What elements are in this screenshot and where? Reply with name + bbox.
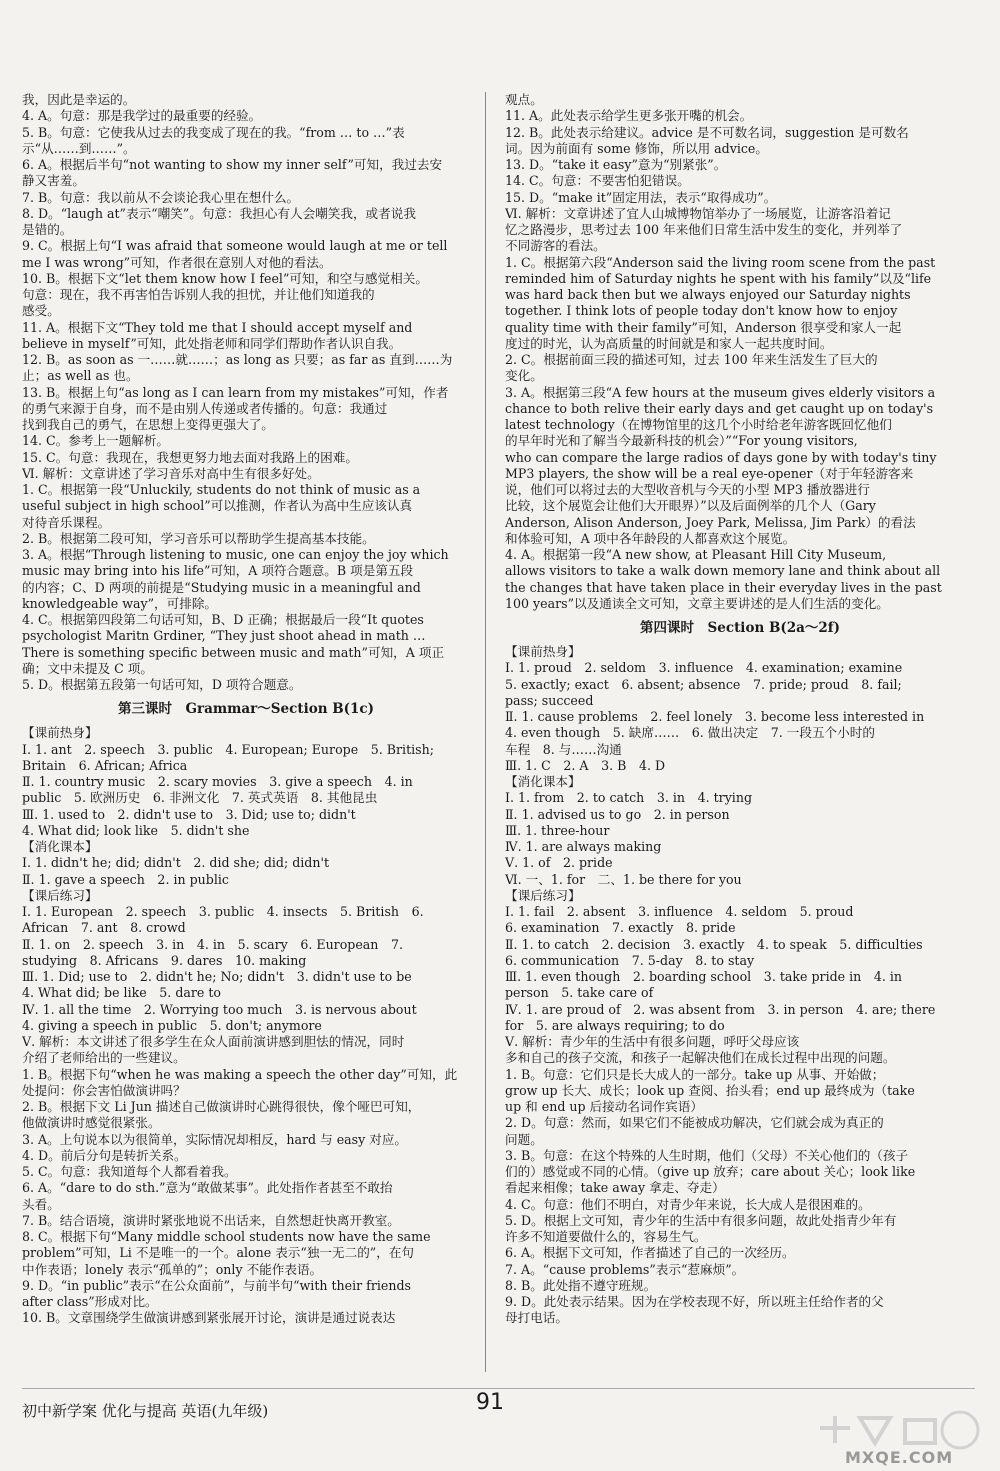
answer-line: 5. B。句意：它使我从过去的我变成了现在的我。“from … to …”表 xyxy=(22,124,405,140)
answer-line: 13. D。“take it easy”意为“别紧张”。 xyxy=(505,157,727,172)
answer-line: 母打电话。 xyxy=(505,1310,568,1326)
answer-line: Ⅱ. 1. on 2. speech 3. in 4. in 5. scary 6. European 7. xyxy=(22,936,404,952)
answer-line: Ⅱ. 1. country music 2. scary movies 3. give a speech 4. in xyxy=(22,774,413,789)
answer-line: 13. B。根据上句“as long as I can learn from my mistakes”可知，作者 xyxy=(22,384,449,400)
answer-line: reminded him of Saturday nights he spent with his family”以及“life xyxy=(505,270,932,286)
answer-line: 11. A。根据下文“They told me that I should accept myself and xyxy=(22,319,413,335)
answer-line: chance to both relive their early days and get caught up on today's xyxy=(505,400,934,416)
answer-line: 4. even though 5. 缺席…… 6. 做出决定 7. 一段五个小时的 xyxy=(505,725,875,741)
answer-line: 度过的时光，认为高质量的时间就是和家人一起共度时间。 xyxy=(505,335,833,351)
footer-rule xyxy=(22,1388,975,1389)
answer-line: 【课后练习】 xyxy=(505,887,581,903)
answer-line: 1. C。根据第一段“Unluckily, students do not think of music as a xyxy=(22,482,421,497)
answer-line: 4. giving a speech in public 5. don't; anymore xyxy=(22,1017,322,1033)
answer-line: 我，因此是幸运的。 xyxy=(22,92,136,107)
answer-line: 2. C。根据前面三段的描述可知，过去 100 年来生活发生了巨大的 xyxy=(505,352,878,367)
answer-line: 的勇气来源于自身，而不是由别人传递或者传播的。句意：我通过 xyxy=(22,400,388,416)
answer-line: 词。因为前面有 some 修饰，所以用 advice。 xyxy=(505,140,768,156)
answer-line: 1. C。根据第六段“Anderson said the living room scene from the past xyxy=(505,254,936,270)
answer-line: 【消化课本】 xyxy=(22,839,98,854)
page-number: 91 xyxy=(476,1390,504,1415)
answer-line: 许多不知道要做什么的，容易生气。 xyxy=(505,1229,707,1244)
answer-line: 不同游客的看法。 xyxy=(505,238,606,254)
answer-line: the changes that have taken place in their everyday lives in the past xyxy=(505,579,942,595)
answer-line: 静又害羞。 xyxy=(22,173,85,189)
answer-line: 6. A。“dare to do sth.”意为“敢做某事”。此处指作者甚至不敢抬 xyxy=(22,1180,393,1196)
answer-line: Ⅵ. 解析：文章讲述了宜人山城博物馆举办了一场展览，让游客沿着记 xyxy=(505,205,891,221)
answer-line: 5. exactly; exact 6. absent; absence 7. pride; proud 8. fail; xyxy=(505,676,902,692)
answer-line: up 和 end up 后接动名词作宾语） xyxy=(505,1099,703,1114)
answer-line: 比较，这个展览会让他们大开眼界）”以及后面例举的几个人（Gary xyxy=(505,498,876,514)
answer-line: Ⅴ. 解析：青少年的生活中有很多问题，呼吁父母应该 xyxy=(505,1034,800,1049)
answer-line: after class”形成对比。 xyxy=(22,1294,158,1309)
answer-line: who can compare the large radios of days gone by with today's tiny xyxy=(505,449,937,465)
answer-line: 止；as well as 也。 xyxy=(22,368,139,384)
column-divider xyxy=(485,92,486,1372)
answer-line: 4. A。句意：那是我学过的最重要的经验。 xyxy=(22,108,262,124)
answer-line: 4. A。根据第一段“A new show, at Pleasant Hill City Museum, xyxy=(505,547,887,562)
answer-line: 14. C。句意：不要害怕犯错误。 xyxy=(505,173,690,189)
answer-line: 示“从……到……”。 xyxy=(22,140,136,156)
answer-line: There is something specific between music and math”可知，A 项正 xyxy=(22,644,445,660)
answer-line: 看起来相像；take away 拿走、夺走） xyxy=(505,1180,725,1196)
answer-line: psychologist Maritn Grdiner, “They just shoot ahead in math … xyxy=(22,628,426,644)
answer-line: Ⅵ. 解析：文章讲述了学习音乐对高中生有很多好处。 xyxy=(22,465,320,481)
answer-line: Ⅰ. 1. fail 2. absent 3. influence 4. seldom 5. proud xyxy=(505,904,854,919)
answer-line: Britain 6. African; Africa xyxy=(22,757,188,773)
answer-line: Ⅲ. 1. three-hour xyxy=(505,822,610,838)
answer-line: MP3 players, the show will be a real eye-opener（对于年轻游客来 xyxy=(505,465,914,481)
answer-line: 2. D。句意：然而，如果它们不能被成功解决，它们就会成为真正的 xyxy=(505,1115,884,1131)
answer-line: together. I think lots of people today don't know how to enjoy xyxy=(505,303,898,319)
answer-line: 3. B。句意：在这个特殊的人生时期，他们（父母）不关心他们的（孩子 xyxy=(505,1147,909,1163)
answer-line: quality time with their family”可知，Anderson 很享受和家人一起 xyxy=(505,319,902,335)
answer-line: 8. D。“laugh at”表示“嘲笑”。句意：我担心有人会嘲笑我，或者说我 xyxy=(22,205,416,221)
answer-line: Ⅳ. 1. are always making xyxy=(505,839,662,854)
answer-line: 介绍了老师给出的一些建议。 xyxy=(22,1050,186,1066)
answer-line: 变化。 xyxy=(505,368,543,384)
answer-line: 6. examination 7. exactly 8. pride xyxy=(505,920,736,936)
answer-line: Ⅲ. 1. used to 2. didn't use to 3. Did; use to; didn't xyxy=(22,806,356,822)
answer-line: 们的）感觉或不同的心情。（give up 放弃；care about 关心；look like xyxy=(505,1164,916,1179)
answer-line: Ⅲ. 1. even though 2. boarding school 3. take pride in 4. in xyxy=(505,969,902,984)
answer-line: 他做演讲时感觉很紧张。 xyxy=(22,1115,161,1131)
answer-line: 9. C。根据上句“I was afraid that someone would laugh at me or tell xyxy=(22,238,448,254)
answer-line: Anderson, Alison Anderson, Joey Park, Melissa, Jim Park）的看法 xyxy=(505,514,916,530)
answer-line: 15. C。句意：我现在，我想更努力地去面对我路上的困难。 xyxy=(22,449,358,465)
answer-line: 4. C。根据第四段第二句话可知，B、D 正确；根据最后一段“It quotes xyxy=(22,612,424,627)
answer-line: person 5. take care of xyxy=(505,985,654,1001)
answer-line: 【消化课本】 xyxy=(505,774,581,789)
answer-line: 10. B。文章围绕学生做演讲感到紧张展开讨论，演讲是通过说表达 xyxy=(22,1310,396,1326)
answer-line: 处提问：你会害怕做演讲吗？ xyxy=(22,1082,186,1098)
answer-line: 感受。 xyxy=(22,303,60,319)
answer-line: Ⅲ. 1. C 2. A 3. B 4. D xyxy=(505,757,666,773)
answer-line: 12. B。此处表示给建议。advice 是不可数名词，suggestion 是可数名 xyxy=(505,124,909,140)
answer-line: 头看。 xyxy=(22,1196,60,1212)
answer-line: was hard back then but we always enjoyed our Saturday nights xyxy=(505,287,911,302)
answer-line: 说，他们可以将过去的大型收音机与今天的小型 MP3 播放器进行 xyxy=(505,482,870,497)
answer-line: for 5. are always requiring; to do xyxy=(505,1017,725,1033)
answer-line: 找到我自己的勇气，在思想上变得更强大了。 xyxy=(22,417,274,432)
answer-line: studying 8. Africans 9. dares 10. making xyxy=(22,952,307,968)
answer-line: useful subject in high school”可以推测，作者认为高中生应该认真 xyxy=(22,498,413,514)
answer-line: 6. A。根据后半句“not wanting to show my inner self”可知，我过去安 xyxy=(22,157,443,172)
answer-line: 5. D。根据第五段第一句话可知，D 项符合题意。 xyxy=(22,677,302,692)
answer-line: Ⅱ. 1. cause problems 2. feel lonely 3. become less interested in xyxy=(505,709,925,724)
answer-line: 【课后练习】 xyxy=(22,887,98,903)
answer-line: African 7. ant 8. crowd xyxy=(22,920,186,936)
answer-line: 3. A。根据“Through listening to music, one can enjoy the joy which xyxy=(22,547,449,562)
answer-line: 车程 8. 与……沟通 xyxy=(505,741,622,757)
answer-line: Ⅳ. 1. all the time 2. Worrying too much 3. is nervous about xyxy=(22,1001,417,1017)
answer-line: 4. What did; be like 5. dare to xyxy=(22,985,222,1001)
answer-line: 6. A。根据下文可知，作者描述了自己的一次经历。 xyxy=(505,1245,795,1261)
right-column xyxy=(505,92,975,1327)
answer-line: Ⅱ. 1. to catch 2. decision 3. exactly 4. to speak 5. difficulties xyxy=(505,936,923,952)
answer-line: 14. C。参考上一题解析。 xyxy=(22,433,170,449)
answer-line: Ⅳ. 1. are proud of 2. was absent from 3. in person 4. are; there xyxy=(505,1001,936,1017)
answer-line: grow up 长大、成长；look up 查阅、抬头看；end up 最终成为（take xyxy=(505,1082,915,1098)
answer-line: believe in myself”可知，此处指老师和同学们帮助作者认识自我。 xyxy=(22,335,402,351)
answer-line: 15. D。“make it”固定用法，表示“取得成功”。 xyxy=(505,189,777,205)
answer-line: Ⅴ. 1. of 2. pride xyxy=(505,855,613,871)
answer-line: 和体验可知，A 项中各年龄段的人都喜欢这个展览。 xyxy=(505,530,796,546)
answer-line: 7. A。“cause problems”表示“惹麻烦”。 xyxy=(505,1261,745,1277)
answer-line: pass; succeed xyxy=(505,692,594,708)
answer-line: 11. A。此处表示给学生更多张开嘴的机会。 xyxy=(505,108,753,124)
left-column xyxy=(22,92,470,1327)
answer-line: Ⅵ. 一、1. for 二、1. be there for you xyxy=(505,871,742,887)
answer-line: 8. B。此处指不遵守班规。 xyxy=(505,1277,657,1293)
watermark-site: MXQE.COM xyxy=(845,1448,954,1467)
answer-line: 3. A。上句说本以为很简单，实际情况却相反，hard 与 easy 对应。 xyxy=(22,1131,408,1147)
answer-line: 9. D。此处表示结果。因为在学校表现不好，所以班主任给作者的父 xyxy=(505,1294,884,1309)
answer-line: Ⅰ. 1. from 2. to catch 3. in 4. trying xyxy=(505,790,753,806)
answer-line: 4. C。句意：他们不明白，对青少年来说，长大成人是很困难的。 xyxy=(505,1196,871,1212)
book-title: 初中新学案 优化与提高 英语(九年级) xyxy=(22,1402,269,1420)
answer-line: 3. A。根据第三段“A few hours at the museum gives elderly visitors a xyxy=(505,384,936,400)
answer-line: 问题。 xyxy=(505,1131,543,1147)
answer-line: 确；文中未提及 C 项。 xyxy=(22,660,153,676)
answer-line: 5. D。根据上文可知，青少年的生活中有很多问题，故此处指青少年有 xyxy=(505,1212,897,1228)
answer-line: 【课前热身】 xyxy=(22,725,98,741)
answer-line: Ⅱ. 1. advised us to go 2. in person xyxy=(505,806,730,822)
answer-line: knowledgeable way”，可排除。 xyxy=(22,595,218,611)
answer-line: Ⅰ. 1. didn't he; did; didn't 2. did she; did; didn't xyxy=(22,855,330,871)
answer-line: 1. B。根据下句“when he was making a speech the other day”可知，此 xyxy=(22,1066,458,1082)
answer-line: Ⅱ. 1. gave a speech 2. in public xyxy=(22,871,229,887)
answer-line: 10. B。根据下文“let them know how I feel”可知，和空与感觉相关。 xyxy=(22,270,428,286)
answer-line: 100 years”以及通读全文可知，文章主要讲述的是人们生活的变化。 xyxy=(505,595,889,611)
answer-line: 4. What did; look like 5. didn't she xyxy=(22,822,250,838)
answer-line: 的内容；C、D 两项的前提是“Studying music in a meaningful and xyxy=(22,579,421,595)
answer-line: me I was wrong”可知，作者很在意别人对他的看法。 xyxy=(22,254,332,270)
answer-line: problem”可知，Li 不是唯一的一个。alone 表示“独一无二的”，在句 xyxy=(22,1245,415,1261)
answer-line: 2. B。根据下文 Li Jun 描述自己做演讲时心跳得很快，像个哑巴可知， xyxy=(22,1099,421,1114)
answer-line: 的早年时光和了解当今最新科技的机会）”“For young visitors, xyxy=(505,433,858,449)
section-heading: 第三课时 Grammar～Section B(1c) xyxy=(117,701,375,718)
section-heading: 第四课时 Section B(2a～2f) xyxy=(640,620,840,636)
answer-line: public 5. 欧洲历史 6. 非洲文化 7. 英式英语 8. 其他昆虫 xyxy=(22,790,378,806)
answer-line: 12. B。as soon as 一……就……；as long as 只要；as far as 直到……为 xyxy=(22,352,453,367)
answer-line: 句意：现在，我不再害怕告诉别人我的担忧，并让他们知道我的 xyxy=(22,287,375,302)
answer-line: Ⅲ. 1. Did; use to 2. didn't he; No; didn't 3. didn't use to be xyxy=(22,969,412,984)
answer-line: Ⅰ. 1. proud 2. seldom 3. influence 4. examination; examine xyxy=(505,660,903,676)
answer-line: 2. B。根据第二段可知，学习音乐可以帮助学生提高基本技能。 xyxy=(22,530,375,546)
answer-line: Ⅴ. 解析：本文讲述了很多学生在众人面前演讲感到胆怯的情况，同时 xyxy=(22,1034,405,1049)
answer-line: allows visitors to take a walk down memory lane and think about all xyxy=(505,563,941,579)
answer-line: 1. B。句意：它们只是长大成人的一部分。take up 从事、开始做； xyxy=(505,1066,885,1082)
answer-line: 6. communication 7. 5-day 8. to stay xyxy=(505,952,755,968)
answer-line: 9. D。“in public”表示“在公众面前”，与前半句“with their friends xyxy=(22,1277,411,1293)
answer-line: 4. D。前后分句是转折关系。 xyxy=(22,1147,187,1163)
answer-line: 观点。 xyxy=(505,92,543,107)
answer-line: 忆之路漫步，思考过去 100 年来他们日常生活中发生的变化，并列举了 xyxy=(505,222,903,237)
answer-line: 8. C。根据下句“Many middle school students now have the same xyxy=(22,1229,431,1244)
answer-line: 7. B。句意：我以前从不会谈论我心里在想什么。 xyxy=(22,189,300,205)
answer-line: music may bring into his life”可知，A 项符合题意。B 项是第五段 xyxy=(22,563,414,579)
answer-line: 7. B。结合语境，演讲时紧张地说不出话来，自然想赶快离开教室。 xyxy=(22,1212,400,1228)
answer-line: Ⅰ. 1. ant 2. speech 3. public 4. European; Europe 5. British; xyxy=(22,741,434,757)
answer-line: 对待音乐课程。 xyxy=(22,514,111,530)
answer-line: 中作表语；lonely 表示“孤单的”；only 不能作表语。 xyxy=(22,1261,323,1277)
answer-line: 【课前热身】 xyxy=(505,644,581,659)
answer-line: 5. C。句意：我知道每个人都看着我。 xyxy=(22,1164,237,1179)
answer-line: 多和自己的孩子交流，和孩子一起解决他们在成长过程中出现的问题。 xyxy=(505,1050,896,1066)
answer-line: 是错的。 xyxy=(22,222,73,237)
answer-line: latest technology（在博物馆里的这几个小时给老年游客既回忆他们 xyxy=(505,417,892,432)
answer-line: Ⅰ. 1. European 2. speech 3. public 4. insects 5. British 6. xyxy=(22,904,424,919)
